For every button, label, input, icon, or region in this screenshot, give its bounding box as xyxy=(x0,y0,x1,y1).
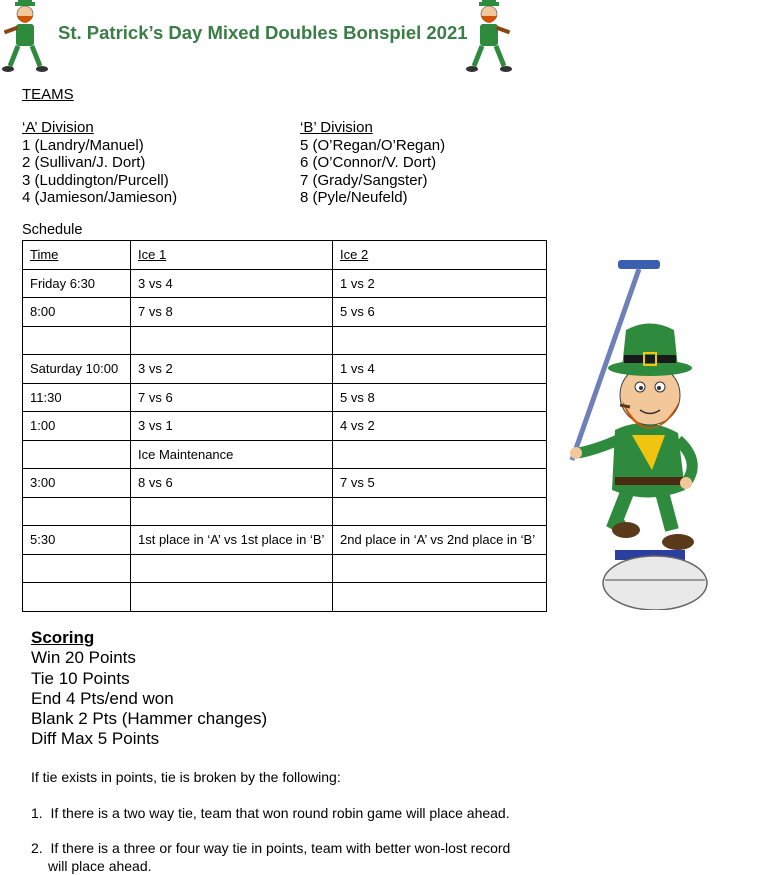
rule-number: 2. xyxy=(31,840,43,856)
row-ice-2: 4 vs 2 xyxy=(333,412,547,441)
table-row xyxy=(23,554,547,583)
table-row xyxy=(23,383,547,412)
scoring-item: Blank 2 Pts (Hammer changes) xyxy=(31,709,268,729)
scoring-item: Win 20 Points xyxy=(31,648,136,668)
row-ice-2 xyxy=(333,554,547,583)
table-row xyxy=(23,497,547,526)
row-ice-1 xyxy=(131,497,333,526)
division-a-title: ‘A’ Division xyxy=(22,119,94,136)
row-time: 1:00 xyxy=(23,412,131,441)
table-row xyxy=(23,440,547,469)
row-ice-2 xyxy=(333,326,547,355)
team-item: 6 (O’Connor/V. Dort) xyxy=(300,154,437,171)
row-ice-1: 7 vs 6 xyxy=(131,383,333,412)
row-ice-2: 2nd place in ‘A’ vs 2nd place in ‘B’ xyxy=(333,526,547,555)
scoring-heading: Scoring xyxy=(31,628,95,647)
row-time: Friday 6:30 xyxy=(23,269,131,298)
header-ice-1: Ice 1 xyxy=(131,241,333,270)
scoring-item: Tie 10 Points xyxy=(31,668,130,688)
row-ice-1: Ice Maintenance xyxy=(131,440,333,469)
table-row xyxy=(23,326,547,355)
team-item: 2 (Sullivan/J. Dort) xyxy=(22,154,146,171)
header-ice-2: Ice 2 xyxy=(333,241,547,270)
table-header-row xyxy=(23,241,547,270)
team-item: 3 (Luddington/Purcell) xyxy=(22,171,169,189)
header-time: Time xyxy=(23,241,131,270)
scoring-section xyxy=(31,628,267,750)
row-time xyxy=(23,497,131,526)
row-ice-1: 3 vs 2 xyxy=(131,355,333,384)
team-item: 1 (Landry/Manuel) xyxy=(22,136,144,154)
schedule-heading: Schedule xyxy=(22,222,83,238)
tiebreak-rule-1 xyxy=(31,804,510,822)
row-time: 8:00 xyxy=(23,298,131,327)
schedule-table xyxy=(22,240,547,612)
row-time: Saturday 10:00 xyxy=(23,355,131,384)
table-row xyxy=(23,269,547,298)
rule-text: If there is a three or four way tie in points, team with better won-lost record xyxy=(50,840,511,856)
leprechaun-fiddler-icon xyxy=(464,0,514,75)
row-time: 5:30 xyxy=(23,526,131,555)
row-ice-1: 1st place in ‘A’ vs 1st place in ‘B’ xyxy=(131,526,333,555)
table-row xyxy=(23,355,547,384)
row-ice-1: 3 vs 1 xyxy=(131,412,333,441)
row-ice-2 xyxy=(333,583,547,612)
team-item: 5 (O’Regan/O’Regan) xyxy=(300,136,446,154)
row-ice-2 xyxy=(333,440,547,469)
row-ice-2: 7 vs 5 xyxy=(333,469,547,498)
row-ice-1 xyxy=(131,326,333,355)
division-b xyxy=(300,119,445,207)
table-row xyxy=(23,583,547,612)
row-time: 3:00 xyxy=(23,469,131,498)
rule-text: If there is a two way tie, team that won round robin game will place ahead. xyxy=(50,805,510,821)
row-ice-2: 5 vs 8 xyxy=(333,383,547,412)
rule-text-continued: will place ahead. xyxy=(48,858,152,874)
table-row xyxy=(23,412,547,441)
row-ice-1 xyxy=(131,583,333,612)
row-time: 11:30 xyxy=(23,383,131,412)
leprechaun-fiddler-icon xyxy=(0,0,50,75)
rule-number: 1. xyxy=(31,805,43,821)
division-a xyxy=(22,119,177,207)
row-ice-1: 7 vs 8 xyxy=(131,298,333,327)
page-title: St. Patrick’s Day Mixed Doubles Bonspiel 2021 xyxy=(58,22,468,43)
row-ice-1: 3 vs 4 xyxy=(131,269,333,298)
team-item: 4 (Jamieson/Jamieson) xyxy=(22,189,178,206)
scoring-item: Diff Max 5 Points xyxy=(31,729,160,749)
tiebreak-rule-2 xyxy=(31,839,510,875)
team-item: 8 (Pyle/Neufeld) xyxy=(300,189,408,206)
teams-heading: TEAMS xyxy=(22,86,74,103)
row-ice-2 xyxy=(333,497,547,526)
row-time xyxy=(23,583,131,612)
row-ice-2: 1 vs 2 xyxy=(333,269,547,298)
row-ice-1: 8 vs 6 xyxy=(131,469,333,498)
row-ice-1 xyxy=(131,554,333,583)
row-ice-2: 1 vs 4 xyxy=(333,355,547,384)
row-time xyxy=(23,326,131,355)
team-item: 7 (Grady/Sangster) xyxy=(300,171,428,189)
tiebreak-intro: If tie exists in points, tie is broken by the following: xyxy=(31,769,341,785)
row-time xyxy=(23,554,131,583)
table-row xyxy=(23,469,547,498)
row-time xyxy=(23,440,131,469)
scoring-item: End 4 Pts/end won xyxy=(31,688,174,708)
table-row xyxy=(23,298,547,327)
table-row xyxy=(23,526,547,555)
leprechaun-curler-illustration xyxy=(560,255,720,610)
division-b-title: ‘B’ Division xyxy=(300,119,373,136)
row-ice-2: 5 vs 6 xyxy=(333,298,547,327)
